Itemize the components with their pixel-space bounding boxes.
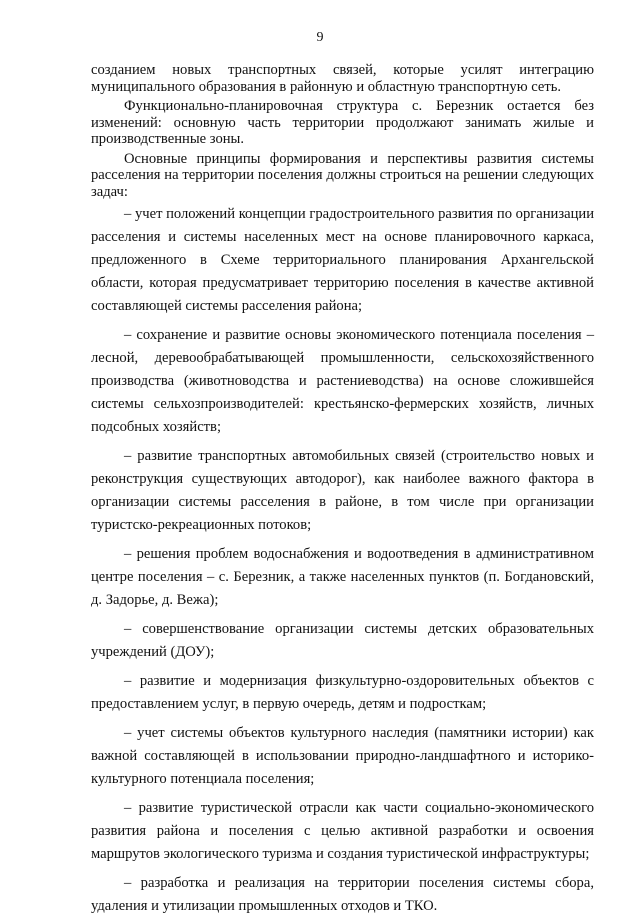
task-item-planning-concept: – учет положений концепции градостроительного развития по организации расселения и системы населенных мест на основе планировочного каркаса, предложенного в Схеме территориального планирования Архангельской области, которая предусматривает территорию поселения в качестве активной составляющей системы расселения района; [91, 206, 594, 314]
task-item-economic-potential: – сохранение и развитие основы экономического потенциала поселения – лесной, деревообрабатывающей промышленности, сельскохозяйственного производства (животноводства и растениеводства) на основе сложившейся системы сельхозпроизводителей: крестьянско-фермерских хозяйств, личных подсобных хозяйств; [91, 327, 594, 435]
task-item-tourism: – развитие туристической отрасли как части социально-экономического развития района и поселения с целью активной разработки и освоения маршрутов экологического туризма и создания туристической инфраструктуры; [91, 800, 594, 862]
task-item-sports-facilities: – развитие и модернизация физкультурно-оздоровительных объектов с предоставлением услуг, в первую очередь, детям и подросткам; [91, 673, 594, 712]
task-item-preschool: – совершенствование организации системы детских образовательных учреждений (ДОУ); [91, 621, 594, 660]
paragraph-principles: Основные принципы формирования и перспективы развития системы расселения на территории поселения должны строиться на решении следующих задач: [91, 150, 594, 200]
task-item-transport-links: – развитие транспортных автомобильных связей (строительство новых и реконструкция существующих автодорог), как наиболее важного фактора в организации системы расселения в районе, в том числе при организации туристско-рекреационных потоков; [91, 448, 594, 533]
page-number: 9 [316, 30, 324, 45]
document-body [91, 62, 594, 918]
task-item-water-supply: – решения проблем водоснабжения и водоотведения в административном центре поселения – с. Березник, а также населенных пунктов (п. Богдановский, д. Задорье, д. Вежа); [91, 546, 594, 608]
paragraph-structure: Функционально-планировочная структура с. Березник остается без изменений: основную часть территории продолжают занимать жилые и производственные зоны. [91, 98, 594, 147]
task-item-cultural-heritage: – учет системы объектов культурного наследия (памятники истории) как важной составляющей в использовании природно-ландшафтного и историко-культурного потенциала поселения; [91, 725, 594, 787]
paragraph-continuation: созданием новых транспортных связей, которые усилят интеграцию муниципального образования в районную и областную транспортную сеть. [91, 62, 594, 95]
task-item-waste-management: – разработка и реализация на территории поселения системы сбора, удаления и утилизации промышленных отходов и ТКО. [91, 875, 594, 914]
